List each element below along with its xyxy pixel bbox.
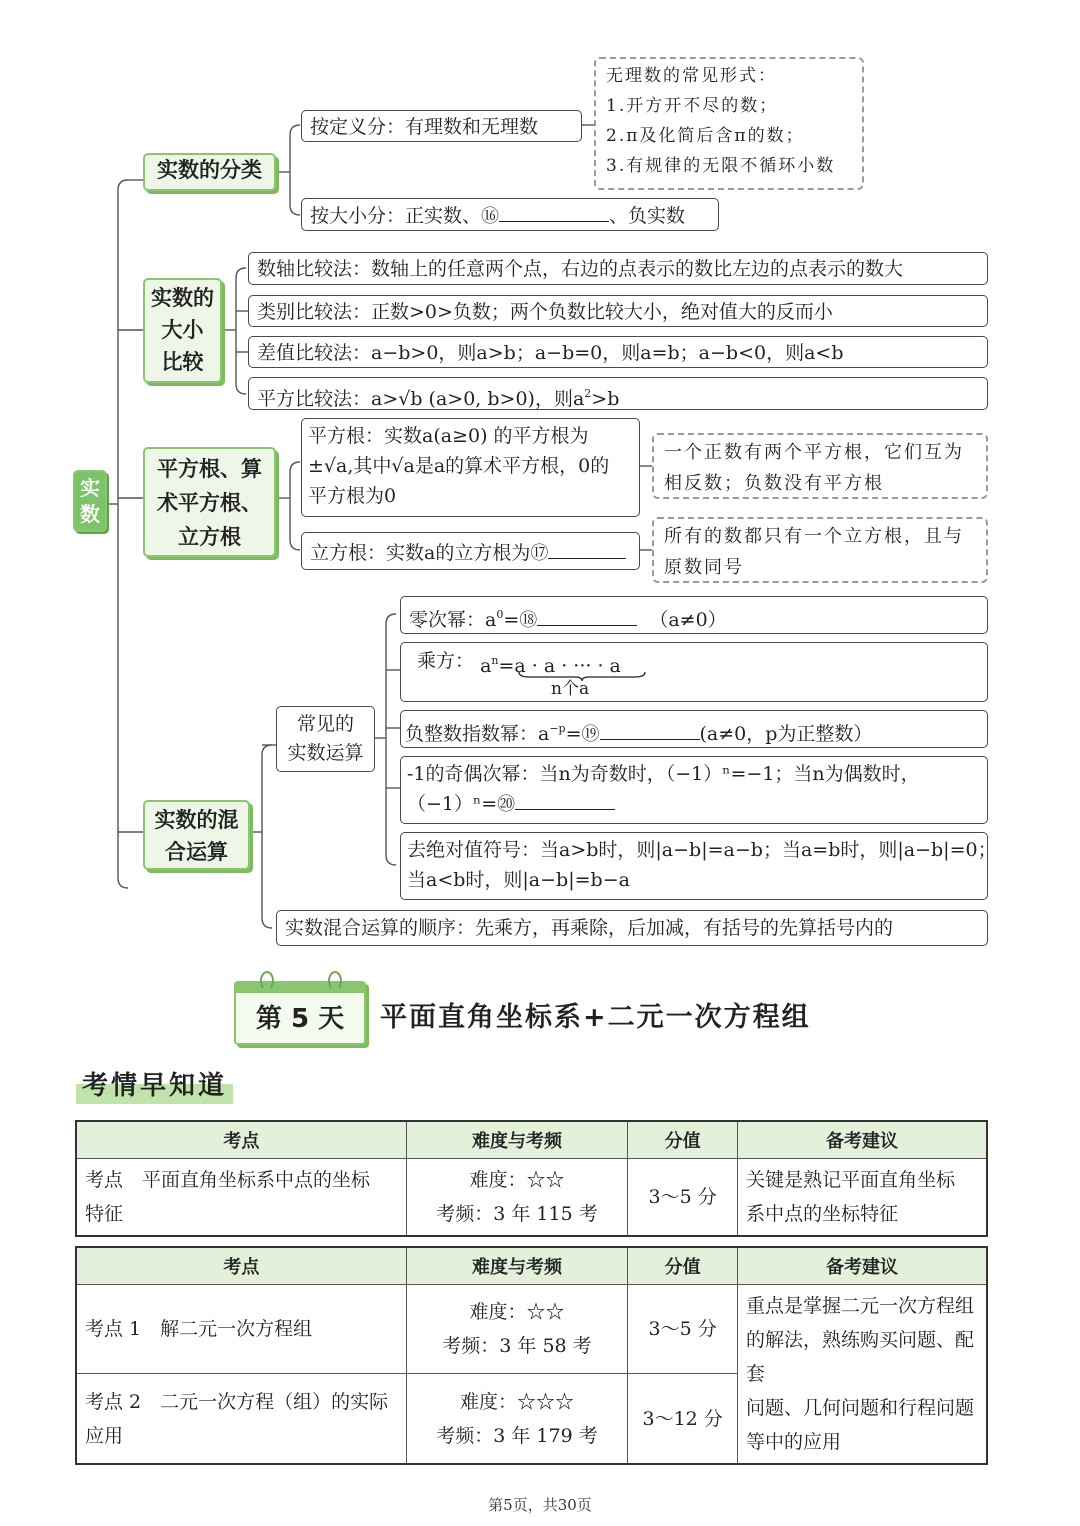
roots-title-line2: 术平方根、 xyxy=(157,491,262,515)
compare-title-line2: 大小 xyxy=(161,318,204,342)
blank-marker-16: ⑯ xyxy=(481,206,500,227)
compare-category: 类别比较法：正数>0>负数；两个负数比较大小，绝对值大的反而小 xyxy=(248,295,988,327)
day-tab-stripe xyxy=(236,983,364,993)
frequency-line: 考频：3 年 115 考 xyxy=(436,1203,598,1225)
score-cell: 3～5 分 xyxy=(628,1159,738,1237)
advice-cell xyxy=(738,1159,987,1237)
square-root-line2: ±√a,其中√a是a的算术平方根，0的 xyxy=(308,455,610,477)
difficulty-line: 难度：☆☆ xyxy=(469,1301,565,1324)
header-topic: 考点 xyxy=(76,1247,406,1285)
exam-table-1 xyxy=(75,1120,988,1237)
cube-root-box xyxy=(301,532,640,570)
zero-power xyxy=(400,596,988,634)
header-advice: 备考建议 xyxy=(738,1121,987,1159)
topic-line1: 考点 平面直角坐标系中点的坐标 xyxy=(85,1169,371,1191)
topic-line2: 特征 xyxy=(85,1203,124,1225)
roots-title-line3: 立方根 xyxy=(178,525,241,549)
score-cell: 3～12 分 xyxy=(628,1374,738,1464)
difficulty-cell xyxy=(406,1374,628,1464)
common-operations xyxy=(276,706,375,772)
blank-marker-18: ⑱ xyxy=(519,610,538,631)
blank-marker-20: ⑳ xyxy=(497,794,516,815)
cube-root-pre: 立方根：实数a的立方根为 xyxy=(310,542,531,564)
compare-title xyxy=(143,278,222,383)
compare-difference: 差值比较法：a−b>0，则a>b；a−b=0，则a=b；a−b<0，则a<b xyxy=(248,336,988,368)
advice-cell xyxy=(738,1285,987,1465)
power-sup: n xyxy=(491,654,499,667)
classify-size-pre: 按大小分：正实数、 xyxy=(310,205,482,227)
square-root-box xyxy=(301,418,640,517)
header-difficulty: 难度与考频 xyxy=(406,1121,628,1159)
header-score: 分值 xyxy=(628,1121,738,1159)
answer-blank-19 xyxy=(600,721,700,740)
advice-line1: 关键是熟记平面直角坐标 xyxy=(746,1169,956,1191)
compare-square-sup: 2 xyxy=(584,387,592,400)
difficulty-line: 难度：☆☆ xyxy=(469,1169,565,1191)
topic-cell xyxy=(76,1285,406,1374)
roots-title-line1: 平方根、算 xyxy=(157,457,262,481)
zero-power-eq: = xyxy=(503,609,520,631)
negative-exponent-post: (a≠0，p为正整数） xyxy=(699,723,873,745)
exam-table-2 xyxy=(75,1246,988,1465)
score-cell: 3～5 分 xyxy=(628,1285,738,1374)
ring-icon xyxy=(260,971,274,991)
irrational-forms-note: 无理数的常见形式： 1.开方开不尽的数； 2.π及化简后含π的数； 3.有规律的无限不循环小数 xyxy=(594,57,864,190)
page-footer: 第5页，共30页 xyxy=(488,1496,592,1514)
common-operations-line1: 常见的 xyxy=(296,713,354,735)
common-operations-line2: 实数运算 xyxy=(287,742,364,764)
difficulty-cell xyxy=(406,1285,628,1374)
compare-title-line3: 比较 xyxy=(161,350,204,374)
cube-root-note: 所有的数都只有一个立方根，且与 原数同号 xyxy=(652,517,988,583)
topic-line2: 应用 xyxy=(85,1424,124,1447)
topic-cell xyxy=(76,1374,406,1464)
difficulty-line: 难度：☆☆☆ xyxy=(459,1390,574,1413)
frequency-line: 考频：3 年 179 考 xyxy=(436,1424,598,1447)
root-node-line1: 实 xyxy=(80,476,100,500)
negative-exponent-sup: −p xyxy=(549,722,566,735)
operation-order: 实数混合运算的顺序：先乘方，再乘除，后加减，有括号的先算括号内的 xyxy=(276,910,988,946)
root-node-line2: 数 xyxy=(80,502,100,526)
blank-marker-19: ⑲ xyxy=(581,724,600,745)
power-expr: =a · a · ··· · a xyxy=(498,655,621,677)
header-difficulty: 难度与考频 xyxy=(406,1247,628,1285)
table-row xyxy=(76,1159,987,1237)
advice-line3: 问题、几何问题和行程问题 xyxy=(746,1397,975,1419)
square-root-line3: 平方根为0 xyxy=(308,485,397,507)
header-topic: 考点 xyxy=(76,1121,406,1159)
compare-square-pre: 平方比较法：a>√b (a>0, b>0)，则a xyxy=(257,388,585,410)
topic-cell xyxy=(76,1159,406,1237)
header-score: 分值 xyxy=(628,1247,738,1285)
negative-exponent-eq: = xyxy=(565,723,582,745)
absolute-value-box xyxy=(400,832,997,900)
day-label: 第 5 天 xyxy=(255,1004,345,1034)
day-tab xyxy=(234,981,366,1045)
advice-line2: 系中点的坐标特征 xyxy=(746,1203,899,1225)
compare-square xyxy=(248,377,988,410)
power-under-label: n个a xyxy=(551,679,590,699)
mixed-title-line1: 实数的混 xyxy=(154,808,239,832)
answer-blank-18 xyxy=(537,607,637,626)
difficulty-cell xyxy=(406,1159,628,1237)
section-heading: 考情早知道 xyxy=(76,1068,233,1104)
zero-power-pre: 零次幂：a xyxy=(409,609,497,631)
day-title: 平面直角坐标系+二元一次方程组 xyxy=(380,1002,811,1033)
classify-size-post: 、负实数 xyxy=(609,205,686,227)
classify-by-size xyxy=(301,198,719,231)
zero-power-sup: 0 xyxy=(496,608,504,621)
header-advice: 备考建议 xyxy=(738,1247,987,1285)
roots-title xyxy=(143,447,276,557)
answer-blank-16 xyxy=(499,203,609,222)
absolute-value-line2: 当a<b时，则|a−b|=b−a xyxy=(407,869,630,891)
ring-icon xyxy=(328,971,342,991)
topic-line1: 考点 1 解二元一次方程组 xyxy=(85,1318,313,1341)
table-header-row xyxy=(76,1247,987,1285)
minus-one-powers xyxy=(400,756,988,824)
square-root-note: 一个正数有两个平方根，它们互为 相反数；负数没有平方根 xyxy=(652,433,988,499)
power-pre: 乘方： xyxy=(417,650,475,672)
power-base: a xyxy=(480,655,492,677)
classify-by-definition: 按定义分：有理数和无理数 xyxy=(301,110,582,142)
advice-line2: 的解法，熟练购买问题、配套 xyxy=(746,1329,975,1385)
square-root-line1: 平方根：实数a(a≥0) 的平方根为 xyxy=(308,425,589,447)
power-box xyxy=(400,642,988,702)
classify-title: 实数的分类 xyxy=(143,153,276,191)
mixed-title-line2: 合运算 xyxy=(165,840,228,864)
root-node xyxy=(73,470,107,532)
answer-blank-17 xyxy=(548,540,626,559)
negative-exponent xyxy=(400,710,988,748)
negative-exponent-pre: 负整数指数幂：a xyxy=(405,723,550,745)
absolute-value-line1: 去绝对值符号：当a>b时，则|a−b|=a−b；当a=b时，则|a−b|=0； xyxy=(407,839,997,861)
advice-line1: 重点是掌握二元一次方程组 xyxy=(746,1295,975,1317)
topic-line1: 考点 2 二元一次方程（组）的实际 xyxy=(85,1390,389,1413)
answer-blank-20 xyxy=(515,791,615,810)
mixed-title xyxy=(143,800,250,870)
zero-power-post: （a≠0） xyxy=(649,609,727,631)
minus-one-line2: （−1）ⁿ= xyxy=(407,793,498,815)
table-header-row xyxy=(76,1121,987,1159)
table-row xyxy=(76,1285,987,1374)
compare-title-line1: 实数的 xyxy=(151,286,214,310)
minus-one-line1: -1的奇偶次幂：当n为奇数时，（−1）ⁿ=−1；当n为偶数时， xyxy=(407,763,920,785)
compare-square-post: >b xyxy=(591,388,620,410)
frequency-line: 考频：3 年 58 考 xyxy=(442,1335,592,1358)
compare-number-line: 数轴比较法：数轴上的任意两个点，右边的点表示的数比左边的点表示的数大 xyxy=(248,252,988,285)
advice-line4: 等中的应用 xyxy=(746,1431,842,1453)
blank-marker-17: ⑰ xyxy=(530,543,549,564)
